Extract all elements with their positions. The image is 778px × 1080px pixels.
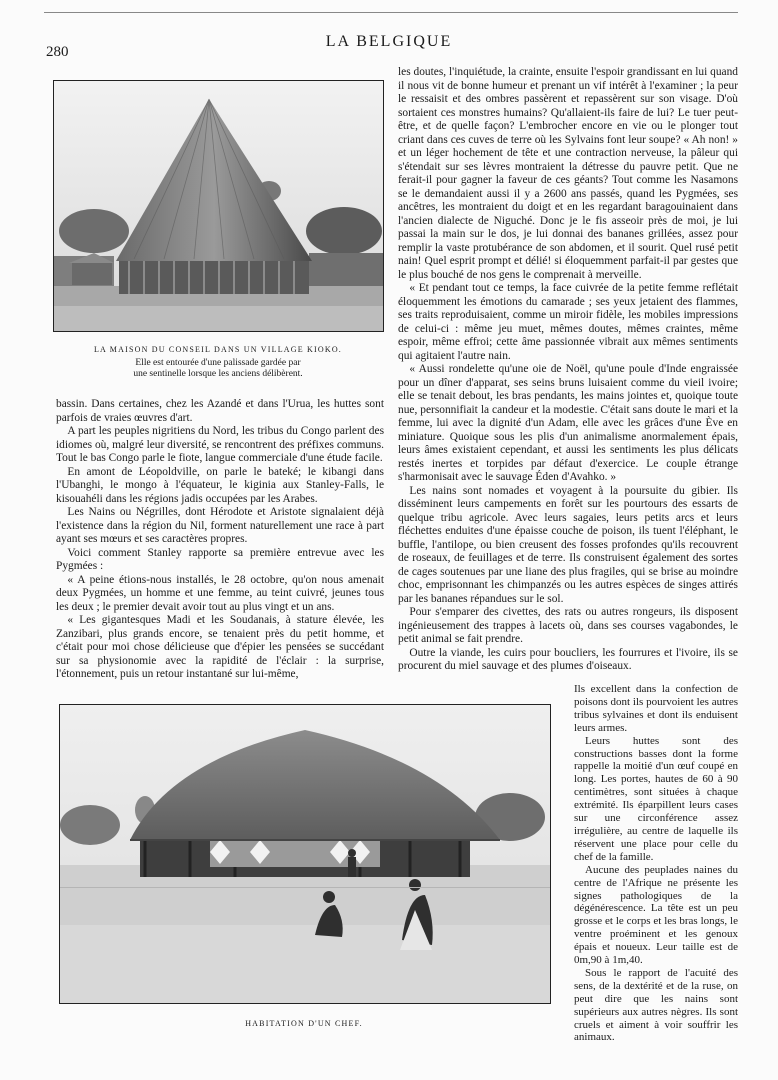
paragraph: Outre la viande, les cuirs pour boucliers, les fourrures et l'ivoire, ils se procurent du miel sauvage et des plumes d'oiseaux. <box>398 646 738 672</box>
paragraph: En amont de Léopoldville, on parle le bateké; le kibangi dans l'Ubanghi, le mongo à l'équateur, le kiginia aux Stanley-Falls, le kisouahéli dans les régions jadis occupées par les Arabes. <box>56 465 384 505</box>
narrow-text-column <box>574 683 738 1044</box>
right-text-column <box>398 66 738 674</box>
paragraph: Sous le rapport de l'acuité des sens, de la dextérité et de la ruse, on peut dire que les nains sont supérieurs aux autres nègres. Ils sont cruels et aiment à voir souffrir les animaux. <box>574 966 738 1044</box>
chief-dwelling-photo <box>59 704 551 1004</box>
chief-dwelling-illustration <box>60 705 550 1003</box>
top-rule <box>44 12 738 13</box>
page-number: 280 <box>46 44 69 60</box>
paragraph: Pour s'emparer des civettes, des rats ou autres rongeurs, ils disposent ingénieusement des trappes à lacets où, dans ses courses vagabondes, le petit animal se fait prendre. <box>398 606 738 645</box>
paragraph: bassin. Dans certaines, chez les Azandé et dans l'Urua, les huttes sont parfois de vraies œuvres d'art. <box>56 398 384 424</box>
paragraph: les doutes, l'inquiétude, la crainte, ensuite l'espoir grandissant en lui quand il nous vit de bonne humeur et prenant un vif intérêt à l'examiner ; la peur le ressaisit et des ombres passèrent et repassèrent sur son visage. D'où sortaient ces monstres humains? Qu'allaient-ils faire de lui? Le tuer peut-être, et de quelle façon? L'embrocher encore en vie ou le plonger tout criant dans ces cuves de terre où les Sylvains font leur soupe? « Ah non! » et un léger hochement de tête et une contraction nerveuse, la pâleur qui s'étendait sur ses lèvres montraient la détresse du pauvre petit. Que ne ferait-il pour gagner la faveur de ces géants? Tout comme les Nasamons se le demandaient aussi il y a 2600 ans passés, quand les Pygmées, ses ancêtres, les montraient du doigt et en les regardant baragouinaient dans l'ancien dialecte de Niguché. Donc je le fis asseoir près de moi, je lui passai la main sur le dos, je lui donnai des bananes grillées, assez pour remplir la vaste protubérance de son abdomen, et il sourit. Quel rusé petit nain! Quel esprit prompt et délié! si éloquemment parfait-il par gestes que le plus bouché de nos gens le comprenait à merveille. <box>398 66 738 281</box>
kioko-photo-subcaption-line2: une sentinelle lorsque les anciens délibèrent. <box>133 369 303 379</box>
chief-photo-caption: HABITATION D'UN CHEF. <box>245 1019 363 1028</box>
paragraph: Aucune des peuplades naines du centre de l'Afrique ne présente les signes pathologiques de la dégénérescence. La tête est un peu grosse et le corps et les bras longs, le ventre proéminent et les genoux épais et noueux. Leur taille est de 0m,90 à 1m,40. <box>574 863 738 967</box>
paragraph: Leurs huttes sont des constructions basses dont la forme rappelle la moitié d'un œuf coupé en long. Les portes, hautes de 60 à 90 centimètres, sont situées à chaque extrémité. Ils éparpillent leurs cases sur une circonférence assez irrégulière, au centre de laquelle ils réservent une place pour celle du chef de la famille. <box>574 734 738 863</box>
kioko-photo-caption: LA MAISON DU CONSEIL DANS UN VILLAGE KIOKO. <box>93 345 343 354</box>
paragraph: Ils excellent dans la confection de poisons dont ils pourvoient les autres tribus sylvaines et dont ils enduisent leurs armes. <box>574 683 738 734</box>
left-text-column <box>56 398 384 682</box>
paragraph: « Les gigantesques Madi et les Soudanais, à stature élevée, les Zanzibari, plus grands encore, se tenaient près du petit homme, et c'était pour moi chose délicieuse que d'épier les pensées se succédant sur sa physionomie avec la rapidité de l'éclair : la surprise, l'étonnement, puis un retour instantané sur lui-même, <box>56 614 384 680</box>
paragraph: Voici comment Stanley rapporte sa première entrevue avec les Pygmées : <box>56 546 384 572</box>
paragraph: « Et pendant tout ce temps, la face cuivrée de la petite femme reflétait éloquemment les émotions du camarade ; ses yeux jetaient des flammes, ses traits reproduisaient, comme un miroir fidèle, les mobiles impressions de celui-ci : même jeu muet, mêmes doutes, mêmes craintes, même espoir, même effroi; cette âme passionnée vibrait aux mêmes sentiments qui agitaient l'autre nain. <box>398 282 738 362</box>
running-head: LA BELGIQUE <box>325 33 453 50</box>
paragraph: « Aussi rondelette qu'une oie de Noël, qu'une poule d'Inde engraissée pour un dîner d'apparat, ses seins bruns luisaient comme du vieil ivoire; elle se tenait debout, les bras pendants, les mains jointes et, quoique toute nue, personnifiait la candeur et la modestie. C'était sans doute le mari et la femme, lui avec la dignité d'un Adam, elle avec les grâces d'une Ève en miniature. Quoique sous les plis d'un animalisme anormalement épais, leurs âmes existaient cependant, et aussi les sentiments les plus délicats restés inertes et torpides par défaut d'exercice. Le couple étrange s'harmonisait avec le sauvage Éden d'Avahko. » <box>398 363 738 483</box>
kioko-photo-subcaption-line1: Elle est entourée d'une palissade gardée par <box>135 358 301 368</box>
paragraph: Les nains sont nomades et voyagent à la poursuite du gibier. Ils disséminent leurs campements en forêt sur les pourtours des essarts de quelque tribu agricole. Avec leurs sagaies, leurs petits arcs et leurs fléchettes enduites d'une épaisse couche de poison, ils tuent l'éléphant, le buffle, l'antilope, ou bien creusent des fosses profondes qu'ils recouvrent de roseaux, de feuillages et de terre. Ils construisent également des sortes de cages soutenues par une liane des plus fragiles, qui se brise au moindre choc, emprisonnant les chimpanzés ou les autres espèces de singes attirés par les bananes répandues sur le sol. <box>398 484 738 605</box>
paragraph: Les Nains ou Négrilles, dont Hérodote et Aristote signalaient déjà l'existence dans la région du Nil, forment naturellement une race à part ayant ses mœurs et ses caractères propres. <box>56 506 384 545</box>
kioko-council-house-photo <box>53 80 384 332</box>
paragraph: A part les peuples nigritiens du Nord, les tribus du Congo parlent des idiomes où, malgré leur diversité, se rencontrent des préfixes communs. Tout le bas Congo parle le fiote, langue commerciale d'une étude facile. <box>56 425 384 464</box>
paragraph: « A peine étions-nous installés, le 28 octobre, qu'on nous amenait deux Pygmées, un homme et une femme, au teint cuivré, jeunes tous les deux ; le premier devait avoir tout au plus vingt et un ans. <box>56 573 384 613</box>
council-house-illustration <box>54 81 383 331</box>
